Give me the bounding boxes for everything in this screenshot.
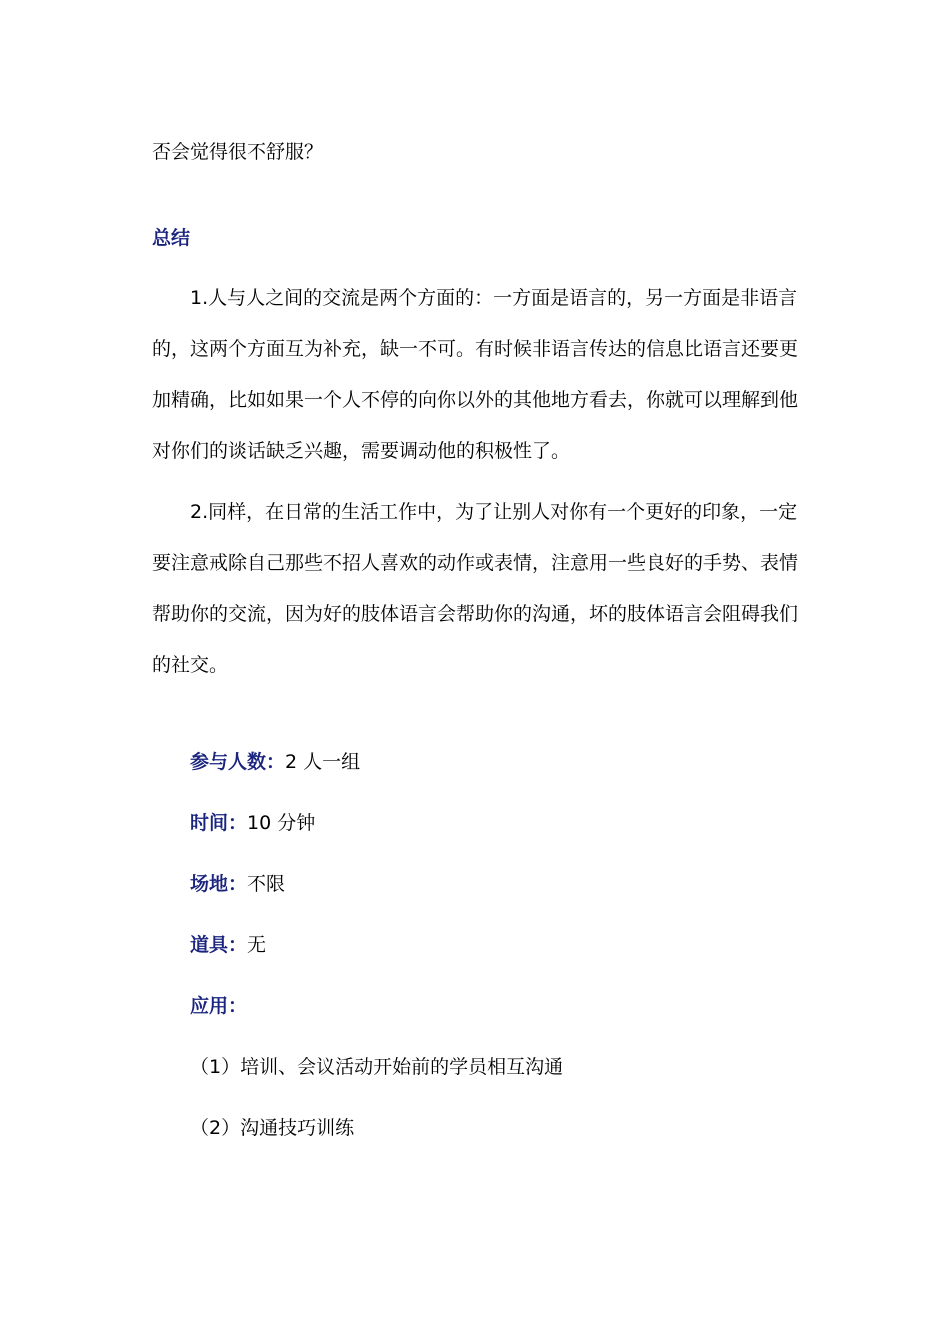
participants-label: 参与人数： (190, 751, 286, 773)
participants-value: 2 人一组 (285, 751, 361, 773)
paragraph-line: 1.人与人之间的交流是两个方面的：一方面是语言的，另一方面是非语言 (190, 287, 798, 309)
paragraph-line: 的社交。 (152, 654, 229, 676)
paragraph-line: 加精确，比如如果一个人不停的向你以外的其他地方看去，你就可以理解到他 (152, 389, 799, 411)
paragraph-line: 2.同样，在日常的生活工作中，为了让别人对你有一个更好的印象，一定 (190, 501, 798, 523)
props-label: 道具： (190, 934, 248, 956)
application-item-2: （2）沟通技巧训练 (190, 1117, 355, 1139)
props-row (190, 930, 266, 960)
props-value: 无 (247, 934, 267, 956)
time-row (190, 808, 315, 838)
paragraph-line: 的，这两个方面互为补充，缺一不可。有时候非语言传达的信息比语言还要更 (152, 338, 799, 360)
venue-label: 场地： (190, 873, 248, 895)
venue-value: 不限 (247, 873, 286, 895)
intro-tail-text: 否会觉得很不舒服？ (152, 141, 324, 163)
participants-row (190, 747, 360, 777)
paragraph-line: 对你们的谈话缺乏兴趣，需要调动他的积极性了。 (152, 440, 571, 462)
application-label: 应用： (190, 995, 248, 1017)
paragraph-line: 要注意戒除自己那些不招人喜欢的动作或表情，注意用一些良好的手势、表情 (152, 552, 799, 574)
time-label: 时间： (190, 812, 248, 834)
application-item-1: （1）培训、会议活动开始前的学员相互沟通 (190, 1056, 564, 1078)
time-value: 10 分钟 (247, 812, 316, 834)
paragraph-line: 帮助你的交流，因为好的肢体语言会帮助你的沟通，坏的肢体语言会阻碍我们 (152, 603, 799, 625)
venue-row (190, 869, 285, 899)
summary-heading: 总结 (152, 227, 191, 249)
